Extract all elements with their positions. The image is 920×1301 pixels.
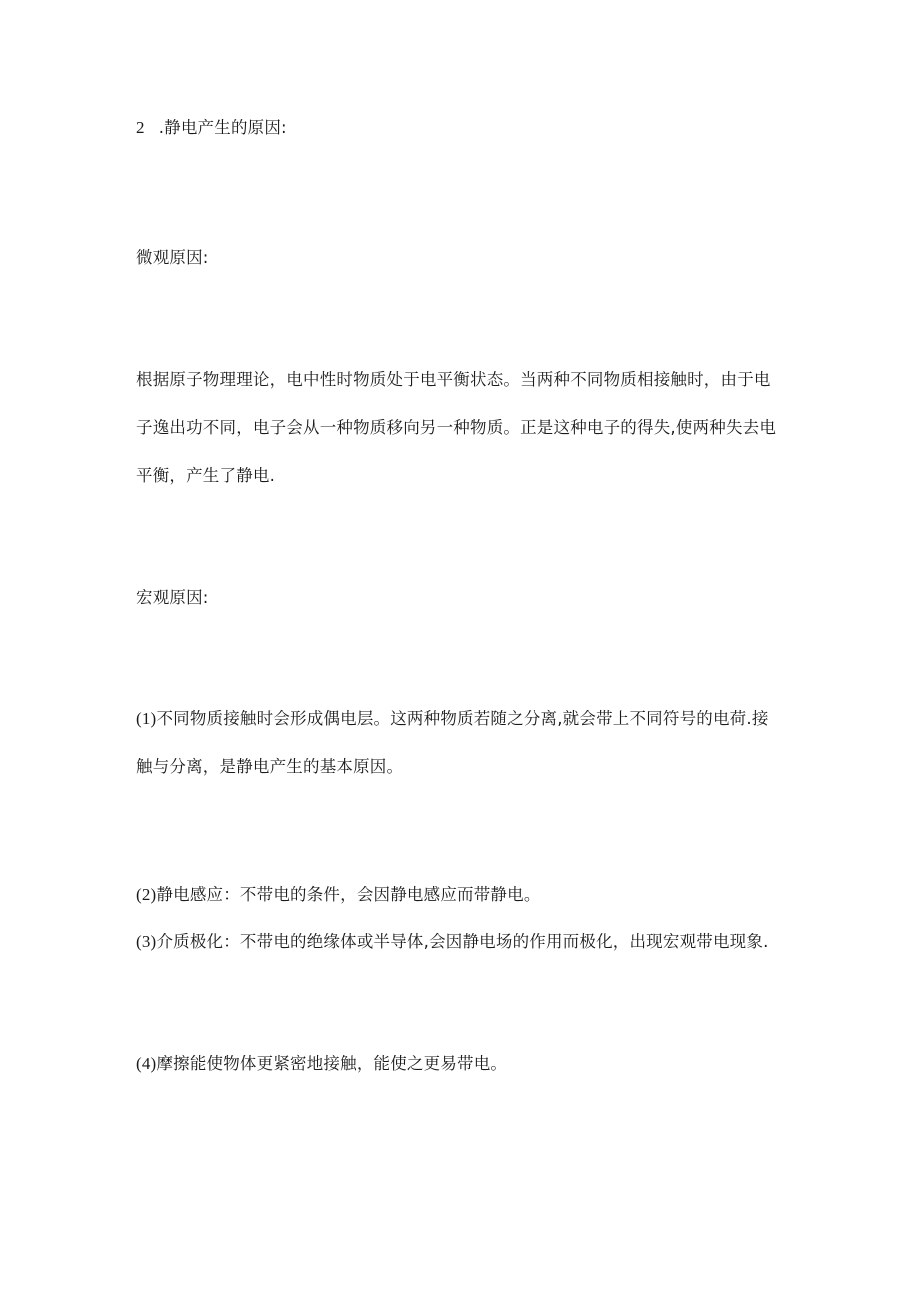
macro-item-3 <box>136 931 786 953</box>
macro-item-1-line-2: 触与分离，是静电产生的基本原因。 <box>136 757 404 776</box>
macro-item-2-marker: (2) <box>136 885 157 904</box>
macro-item-4-text: 摩擦能使物体更紧密地接触，能使之更易带电。 <box>156 1054 508 1073</box>
micro-paragraph-line-2: 子逸出功不同，电子会从一种物质移向另一种物质。正是这种电子的得失,使两种失去电 <box>136 418 777 437</box>
macro-item-2-text: 静电感应：不带电的条件，会因静电感应而带静电。 <box>156 885 541 904</box>
macro-item-1-text-1: 不同物质接触时会形成偶电层。这两种物质若随之分离,就会带上不同符号的电荷.接 <box>156 709 769 728</box>
macro-heading: 宏观原因: <box>136 588 209 607</box>
macro-item-4 <box>136 1053 786 1075</box>
macro-item-4-marker: (4) <box>136 1054 157 1073</box>
macro-item-2 <box>136 884 786 906</box>
section-number: 2 <box>136 118 145 137</box>
macro-item-3-text: 介质极化：不带电的绝缘体或半导体,会因静电场的作用而极化，出现宏观带电现象. <box>156 932 769 951</box>
macro-item-1-line-1 <box>136 708 786 730</box>
micro-heading: 微观原因: <box>136 248 209 267</box>
macro-item-3-marker: (3) <box>136 932 157 951</box>
section-title <box>136 117 786 139</box>
macro-item-1-marker: (1) <box>136 709 157 728</box>
micro-paragraph-line-3: 平衡，产生了静电. <box>136 466 276 485</box>
micro-paragraph-line-1: 根据原子物理理论，电中性时物质处于电平衡状态。当两种不同物质相接触时，由于电 <box>136 370 771 389</box>
section-title-text: .静电产生的原因: <box>158 118 287 137</box>
